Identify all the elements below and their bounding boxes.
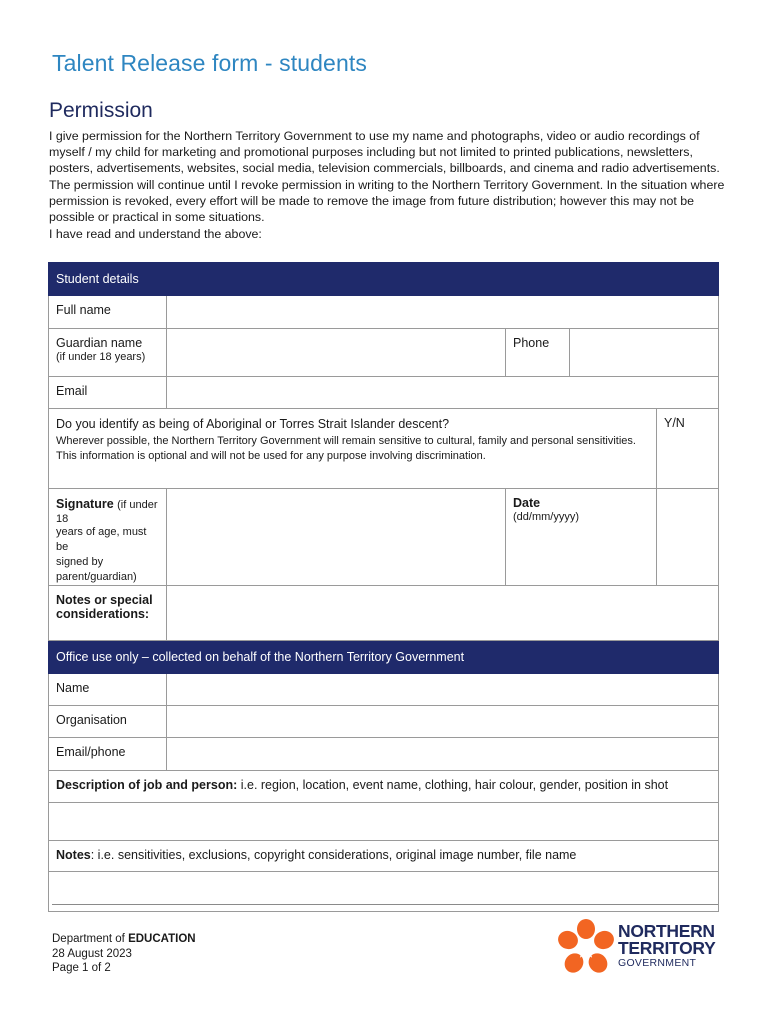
organisation-label: Organisation	[49, 706, 167, 738]
form-table	[48, 262, 719, 912]
student-details-header: Student details	[49, 263, 719, 296]
nt-government-logo	[556, 918, 722, 978]
phone-label: Phone	[506, 329, 570, 377]
page-title: Talent Release form - students	[52, 50, 367, 76]
phone-field[interactable]	[570, 329, 719, 377]
office-notes-label: Notes: i.e. sensitivities, exclusions, copyright considerations, original image number, file name	[49, 841, 719, 872]
footer	[52, 932, 196, 976]
office-notes-field[interactable]	[49, 872, 719, 912]
full-name-label: Full name	[49, 296, 167, 329]
permission-paragraph-3: I have read and understand the above:	[49, 227, 262, 242]
yn-field[interactable]: Y/N	[657, 409, 719, 489]
notes-special-field[interactable]	[167, 586, 719, 641]
logo-text-northern: NORTHERN	[618, 921, 715, 941]
office-name-label: Name	[49, 674, 167, 706]
description-label: Description of job and person: i.e. region, location, event name, clothing, hair colour, gender, position in shot	[49, 771, 719, 803]
footer-department: Department of EDUCATION	[52, 933, 196, 945]
email-label: Email	[49, 377, 167, 409]
section-heading-permission: Permission	[49, 99, 153, 122]
date-label: Date (dd/mm/yyyy)	[506, 489, 657, 586]
signature-field[interactable]	[167, 489, 506, 586]
office-use-header: Office use only – collected on behalf of the Northern Territory Government	[49, 641, 719, 674]
organisation-field[interactable]	[167, 706, 719, 738]
logo-text-government: GOVERNMENT	[618, 957, 697, 969]
office-email-phone-field[interactable]	[167, 738, 719, 771]
signature-label: Signature (if under 18 years of age, must be signed by parent/guardian)	[49, 489, 167, 586]
desert-rose-icon	[556, 918, 616, 978]
aboriginal-question	[49, 409, 657, 489]
description-field[interactable]	[49, 803, 719, 841]
footer-date: 28 August 2023	[52, 947, 132, 960]
permission-paragraph-2: The permission will continue until I revoke permission in writing to the Northern Territory Government. In the situation where permission is revoked, every effort will be made to remove the image from future distribution; however this may not be possible or practical in some situations.	[49, 177, 725, 225]
footer-page-number: Page 1 of 2	[52, 962, 111, 974]
notes-special-label: Notes or special considerations:	[49, 586, 167, 641]
aboriginal-question-note: Wherever possible, the Northern Territory Government will remain sensitive to cultural, family and personal sensitivities. This information is optional and will not be used for any purpose involving discrimination.	[56, 435, 636, 462]
office-email-phone-label: Email/phone	[49, 738, 167, 771]
permission-paragraph-1: I give permission for the Northern Territory Government to use my name and photographs, video or audio recordings of myself / my child for marketing and promotional purposes including but not limited to printed publications, newsletters, posters, advertisements, websites, social media, television commercials, billboards, and cinema and radio advertisements.	[49, 129, 720, 176]
email-field[interactable]	[167, 377, 719, 409]
permission-text	[49, 128, 725, 242]
guardian-name-label: Guardian name (if under 18 years)	[49, 329, 167, 377]
guardian-name-field[interactable]	[167, 329, 506, 377]
date-field[interactable]	[657, 489, 719, 586]
full-name-field[interactable]	[167, 296, 719, 329]
aboriginal-question-text: Do you identify as being of Aboriginal or Torres Strait Islander descent?	[56, 417, 450, 431]
office-name-field[interactable]	[167, 674, 719, 706]
logo-text-territory: TERRITORY	[618, 938, 716, 958]
footer-divider	[52, 904, 718, 905]
